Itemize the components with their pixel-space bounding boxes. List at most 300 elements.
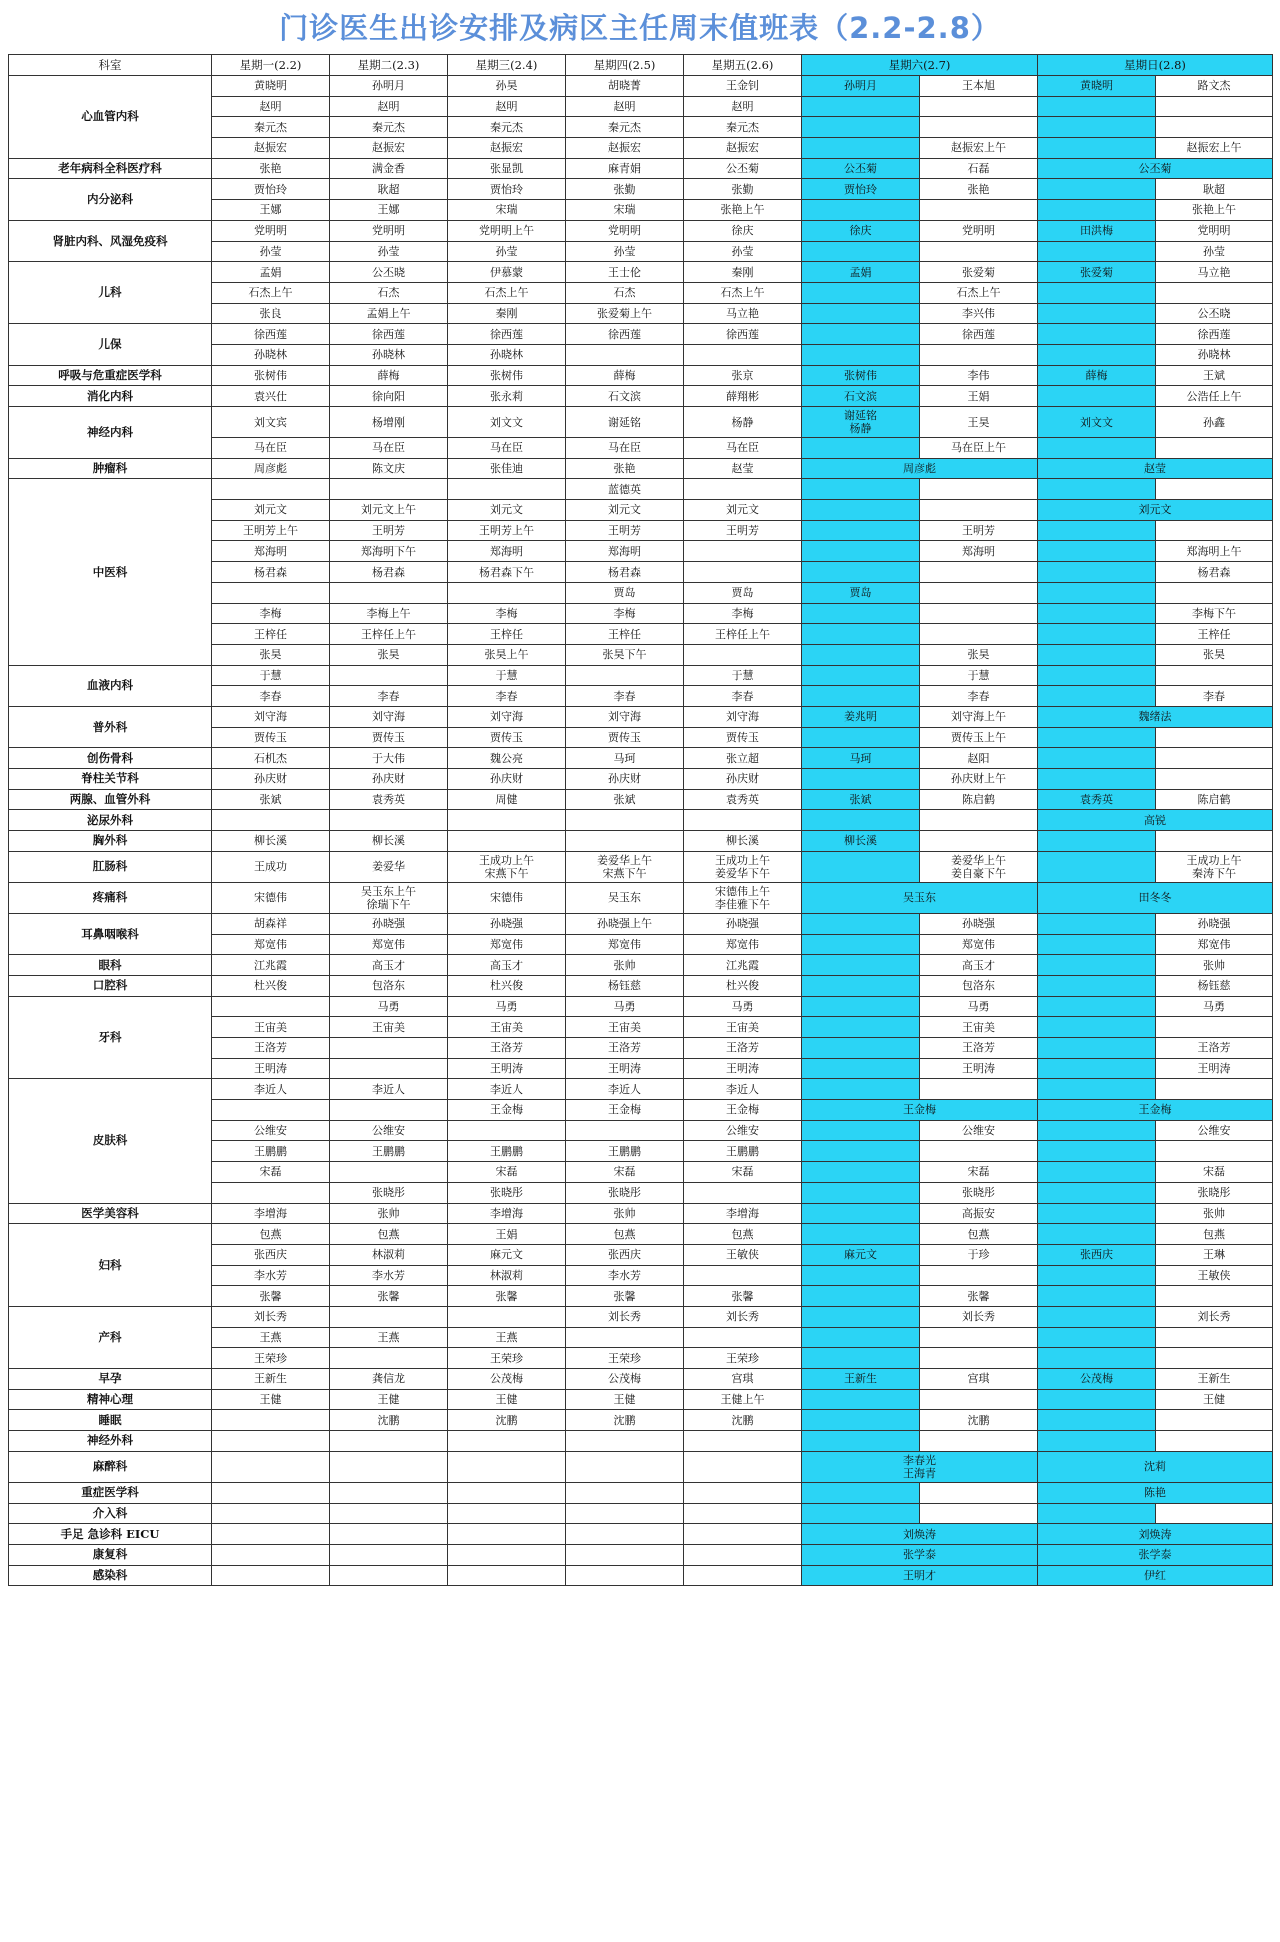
schedule-cell: 赵明 (684, 96, 802, 117)
schedule-cell: 沈鹏 (448, 1410, 566, 1431)
schedule-cell (802, 479, 920, 500)
schedule-cell: 王梓任 (566, 624, 684, 645)
schedule-cell: 田洪梅 (1038, 220, 1156, 241)
schedule-cell: 柳长溪 (212, 831, 330, 852)
schedule-cell: 张艳 (920, 179, 1038, 200)
table-row (9, 1431, 1273, 1452)
schedule-cell (1038, 913, 1156, 934)
schedule-cell: 王鹏鹏 (448, 1141, 566, 1162)
schedule-cell (1038, 686, 1156, 707)
schedule-cell (1038, 769, 1156, 790)
schedule-cell (1156, 665, 1273, 686)
department-name: 内分泌科 (9, 179, 212, 220)
schedule-cell (920, 1389, 1038, 1410)
schedule-cell (566, 1503, 684, 1524)
schedule-cell: 赵振宏上午 (920, 138, 1038, 159)
schedule-cell: 王洛芳 (448, 1038, 566, 1059)
schedule-cell (448, 1120, 566, 1141)
schedule-cell: 江兆霞 (684, 955, 802, 976)
department-name: 两腺、血管外科 (9, 789, 212, 810)
schedule-cell: 赵振宏 (212, 138, 330, 159)
schedule-cell (802, 1162, 920, 1183)
schedule-cell (1038, 1389, 1156, 1410)
schedule-cell: 王成功上午 秦涛下午 (1156, 851, 1273, 882)
schedule-cell (1038, 582, 1156, 603)
schedule-cell: 张帅 (566, 1203, 684, 1224)
schedule-cell: 马勇 (684, 996, 802, 1017)
schedule-cell (1156, 282, 1273, 303)
schedule-cell (802, 1120, 920, 1141)
department-name: 精神心理 (9, 1389, 212, 1410)
schedule-cell: 李梅上午 (330, 603, 448, 624)
schedule-cell: 贾传玉 (330, 727, 448, 748)
schedule-cell: 孙昊 (448, 76, 566, 97)
department-name: 普外科 (9, 706, 212, 747)
schedule-cell (1038, 1286, 1156, 1307)
schedule-cell (1156, 1348, 1273, 1369)
schedule-cell: 张爱菊上午 (566, 303, 684, 324)
schedule-cell: 王荣珍 (566, 1348, 684, 1369)
schedule-cell: 党明明 (212, 220, 330, 241)
schedule-cell: 周健 (448, 789, 566, 810)
schedule-cell (1038, 344, 1156, 365)
department-name: 麻醉科 (9, 1451, 212, 1482)
schedule-cell: 孙莹 (330, 241, 448, 262)
header-day: 星期日(2.8) (1038, 55, 1273, 76)
schedule-cell (1038, 1224, 1156, 1245)
schedule-cell: 公茂梅 (566, 1369, 684, 1390)
schedule-cell: 宋德伟 (448, 882, 566, 913)
schedule-cell (802, 975, 920, 996)
schedule-cell (802, 1017, 920, 1038)
schedule-cell: 孙晓强上午 (566, 913, 684, 934)
schedule-cell: 王梓任 (1156, 624, 1273, 645)
schedule-cell: 贾传玉 (566, 727, 684, 748)
schedule-cell (1038, 603, 1156, 624)
schedule-cell (566, 665, 684, 686)
schedule-cell (212, 582, 330, 603)
schedule-cell: 王荣珍 (684, 1348, 802, 1369)
schedule-cell (684, 1431, 802, 1452)
schedule-cell: 赵莹 (684, 458, 802, 479)
schedule-cell: 孙晓强 (920, 913, 1038, 934)
schedule-cell (1038, 1120, 1156, 1141)
schedule-cell: 杜兴俊 (448, 975, 566, 996)
schedule-cell: 孙庆财 (566, 769, 684, 790)
schedule-cell: 徐西莲 (212, 324, 330, 345)
schedule-cell: 王宙美 (684, 1017, 802, 1038)
schedule-cell: 赵振宏 (330, 138, 448, 159)
schedule-cell (920, 1503, 1038, 1524)
schedule-cell (212, 1544, 330, 1565)
schedule-cell: 刘元文上午 (330, 500, 448, 521)
schedule-cell: 柳长溪 (684, 831, 802, 852)
schedule-cell: 李增海 (212, 1203, 330, 1224)
schedule-cell: 郑海明上午 (1156, 541, 1273, 562)
schedule-cell (684, 644, 802, 665)
schedule-cell: 张树伟 (448, 365, 566, 386)
schedule-cell: 张学泰 (802, 1544, 1038, 1565)
schedule-cell: 张晓彤 (920, 1182, 1038, 1203)
schedule-cell: 公维安 (1156, 1120, 1273, 1141)
schedule-cell (802, 1182, 920, 1203)
schedule-cell: 吴玉东 (566, 882, 684, 913)
schedule-cell: 张西庆 (566, 1244, 684, 1265)
table-row (9, 882, 1273, 913)
schedule-cell: 徐西莲 (566, 324, 684, 345)
schedule-cell: 赵振宏上午 (1156, 138, 1273, 159)
table-row (9, 458, 1273, 479)
schedule-cell: 刘元文 (212, 500, 330, 521)
schedule-cell: 马勇 (1156, 996, 1273, 1017)
schedule-cell: 刘长秀 (920, 1306, 1038, 1327)
schedule-cell (1156, 582, 1273, 603)
schedule-cell: 张永莉 (448, 386, 566, 407)
schedule-cell: 包燕 (566, 1224, 684, 1245)
schedule-cell: 马在臣 (566, 438, 684, 459)
schedule-cell (802, 282, 920, 303)
schedule-cell: 王敏侠 (684, 1244, 802, 1265)
schedule-cell: 王健上午 (684, 1389, 802, 1410)
schedule-cell (802, 686, 920, 707)
department-name: 神经内科 (9, 407, 212, 459)
schedule-cell: 于慧 (212, 665, 330, 686)
department-name: 神经外科 (9, 1431, 212, 1452)
header-dept: 科室 (9, 55, 212, 76)
schedule-cell: 刘元文 (566, 500, 684, 521)
department-name: 眼科 (9, 955, 212, 976)
schedule-cell: 李近人 (684, 1079, 802, 1100)
schedule-cell (802, 1203, 920, 1224)
schedule-cell (802, 644, 920, 665)
schedule-cell: 赵明 (448, 96, 566, 117)
schedule-cell: 贾传玉 (448, 727, 566, 748)
table-row (9, 1565, 1273, 1586)
schedule-cell (920, 500, 1038, 521)
table-row (9, 789, 1273, 810)
schedule-cell: 姜爱华上午 姜自豪下午 (920, 851, 1038, 882)
schedule-cell: 公丕菊 (802, 158, 920, 179)
schedule-cell: 宋磊 (920, 1162, 1038, 1183)
schedule-cell: 王洛芳 (920, 1038, 1038, 1059)
schedule-cell (1156, 117, 1273, 138)
schedule-cell: 王成功上午 姜爱华下午 (684, 851, 802, 882)
schedule-cell: 沈鹏 (330, 1410, 448, 1431)
schedule-cell: 贾怡玲 (802, 179, 920, 200)
schedule-cell: 李兴伟 (920, 303, 1038, 324)
schedule-cell: 吴玉东上午 徐瑞下午 (330, 882, 448, 913)
table-row (9, 769, 1273, 790)
schedule-cell (920, 117, 1038, 138)
schedule-cell: 王明芳上午 (212, 520, 330, 541)
schedule-cell: 宫琪 (920, 1369, 1038, 1390)
schedule-cell: 石杰上午 (212, 282, 330, 303)
table-row (9, 1544, 1273, 1565)
schedule-cell (330, 1100, 448, 1121)
schedule-cell: 于慧 (920, 665, 1038, 686)
schedule-cell: 李梅下午 (1156, 603, 1273, 624)
schedule-cell: 孙莹 (212, 241, 330, 262)
schedule-cell: 张昊 (1156, 644, 1273, 665)
schedule-cell (802, 1482, 920, 1503)
schedule-cell: 孙莹 (684, 241, 802, 262)
schedule-cell: 贾岛 (684, 582, 802, 603)
department-name: 消化内科 (9, 386, 212, 407)
schedule-cell (802, 624, 920, 645)
schedule-cell: 徐西莲 (448, 324, 566, 345)
schedule-cell: 王明涛 (448, 1058, 566, 1079)
table-row (9, 851, 1273, 882)
schedule-cell (802, 344, 920, 365)
schedule-cell: 刘文文 (448, 407, 566, 438)
schedule-cell (1156, 769, 1273, 790)
schedule-cell (212, 1451, 330, 1482)
schedule-cell (1156, 96, 1273, 117)
schedule-cell (212, 810, 330, 831)
schedule-cell (566, 1544, 684, 1565)
schedule-cell: 王明涛 (920, 1058, 1038, 1079)
schedule-cell: 陈启鹤 (920, 789, 1038, 810)
schedule-cell: 薛梅 (1038, 365, 1156, 386)
schedule-cell (566, 1451, 684, 1482)
schedule-cell: 王洛芳 (212, 1038, 330, 1059)
schedule-cell (920, 241, 1038, 262)
schedule-cell: 徐庆 (802, 220, 920, 241)
schedule-cell (920, 1079, 1038, 1100)
schedule-cell: 王宙美 (920, 1017, 1038, 1038)
schedule-cell (684, 1544, 802, 1565)
schedule-cell: 张艳 (212, 158, 330, 179)
schedule-cell (1038, 996, 1156, 1017)
schedule-cell: 郑宽伟 (330, 934, 448, 955)
header-day: 星期一(2.2) (212, 55, 330, 76)
schedule-cell: 刘元文 (684, 500, 802, 521)
schedule-cell: 孙明月 (330, 76, 448, 97)
schedule-cell: 王燕 (330, 1327, 448, 1348)
schedule-cell: 宋磊 (1156, 1162, 1273, 1183)
schedule-cell: 张馨 (212, 1286, 330, 1307)
schedule-cell: 孙莹 (566, 241, 684, 262)
schedule-cell: 马在臣 (212, 438, 330, 459)
schedule-cell: 王洛芳 (684, 1038, 802, 1059)
schedule-cell (448, 1524, 566, 1545)
schedule-cell (1156, 1286, 1273, 1307)
schedule-cell: 杨君森 (566, 562, 684, 583)
schedule-cell: 于慧 (684, 665, 802, 686)
table-row (9, 1306, 1273, 1327)
schedule-cell: 王明才 (802, 1565, 1038, 1586)
schedule-cell: 袁兴仕 (212, 386, 330, 407)
schedule-cell: 刘长秀 (566, 1306, 684, 1327)
schedule-cell: 宫琪 (684, 1369, 802, 1390)
schedule-cell: 秦元杰 (448, 117, 566, 138)
schedule-cell (802, 769, 920, 790)
schedule-cell (1038, 1162, 1156, 1183)
schedule-cell: 王宙美 (212, 1017, 330, 1038)
schedule-cell: 张艳上午 (1156, 200, 1273, 221)
schedule-cell: 石杰上午 (684, 282, 802, 303)
schedule-cell: 孙晓林 (1156, 344, 1273, 365)
schedule-cell: 郑宽伟 (448, 934, 566, 955)
schedule-cell (920, 624, 1038, 645)
schedule-cell: 王宙美 (448, 1017, 566, 1038)
schedule-cell: 谢延铭 (566, 407, 684, 438)
schedule-cell: 张帅 (330, 1203, 448, 1224)
schedule-cell (802, 541, 920, 562)
schedule-cell: 袁秀英 (684, 789, 802, 810)
schedule-cell (448, 1544, 566, 1565)
schedule-cell (802, 1348, 920, 1369)
schedule-cell: 马勇 (330, 996, 448, 1017)
table-row (9, 365, 1273, 386)
schedule-cell (1156, 1141, 1273, 1162)
schedule-cell: 李春 (212, 686, 330, 707)
schedule-cell: 王斌 (1156, 365, 1273, 386)
schedule-cell (920, 344, 1038, 365)
schedule-cell: 林淑莉 (448, 1265, 566, 1286)
schedule-cell (1038, 303, 1156, 324)
schedule-cell (802, 303, 920, 324)
schedule-cell: 孙莹 (1156, 241, 1273, 262)
schedule-cell: 谢延铭 杨静 (802, 407, 920, 438)
schedule-cell (448, 810, 566, 831)
schedule-cell: 刘守海 (448, 706, 566, 727)
schedule-cell (1156, 1079, 1273, 1100)
schedule-cell: 王鹏鹏 (330, 1141, 448, 1162)
schedule-cell: 张晓彤 (448, 1182, 566, 1203)
schedule-cell (330, 1451, 448, 1482)
schedule-cell: 周彦彪 (212, 458, 330, 479)
schedule-cell (1156, 1327, 1273, 1348)
schedule-cell: 李春 (448, 686, 566, 707)
schedule-cell: 李水芳 (566, 1265, 684, 1286)
schedule-cell: 林淑莉 (330, 1244, 448, 1265)
schedule-cell: 刘元文 (448, 500, 566, 521)
schedule-cell: 王明涛 (684, 1058, 802, 1079)
schedule-cell: 贾传玉 (684, 727, 802, 748)
schedule-cell: 郑海明 (448, 541, 566, 562)
schedule-cell: 王洛芳 (566, 1038, 684, 1059)
schedule-cell: 赵莹 (1038, 458, 1273, 479)
page-title: 门诊医生出诊安排及病区主任周末值班表（2.2-2.8） (279, 11, 1001, 45)
schedule-cell: 石杰 (566, 282, 684, 303)
schedule-cell: 王健 (566, 1389, 684, 1410)
schedule-cell (566, 1565, 684, 1586)
schedule-cell: 沈莉 (1038, 1451, 1273, 1482)
schedule-cell (212, 479, 330, 500)
table-row (9, 748, 1273, 769)
table-row (9, 1503, 1273, 1524)
schedule-cell (802, 1079, 920, 1100)
schedule-cell: 秦元杰 (566, 117, 684, 138)
schedule-cell: 张勤 (684, 179, 802, 200)
department-name: 呼吸与危重症医学科 (9, 365, 212, 386)
schedule-cell: 王鹏鹏 (212, 1141, 330, 1162)
schedule-cell (920, 1265, 1038, 1286)
schedule-cell: 王梓任 (448, 624, 566, 645)
schedule-cell: 伊红 (1038, 1565, 1273, 1586)
schedule-cell: 刘焕涛 (1038, 1524, 1273, 1545)
schedule-cell: 刘长秀 (684, 1306, 802, 1327)
schedule-cell: 张帅 (1156, 1203, 1273, 1224)
schedule-cell (684, 562, 802, 583)
schedule-cell: 徐庆 (684, 220, 802, 241)
schedule-cell: 宋磊 (566, 1162, 684, 1183)
schedule-cell (1038, 562, 1156, 583)
schedule-cell: 宋德伟上午 李佳雅下午 (684, 882, 802, 913)
schedule-cell (330, 1544, 448, 1565)
schedule-cell: 李增海 (684, 1203, 802, 1224)
schedule-cell: 魏绪法 (1038, 706, 1273, 727)
schedule-cell (330, 479, 448, 500)
schedule-cell (802, 1141, 920, 1162)
schedule-cell (1038, 1410, 1156, 1431)
table-row (9, 220, 1273, 241)
schedule-cell: 赵振宏 (566, 138, 684, 159)
schedule-cell (566, 810, 684, 831)
table-row (9, 975, 1273, 996)
schedule-cell (448, 582, 566, 603)
schedule-cell (920, 1327, 1038, 1348)
schedule-cell (1038, 624, 1156, 645)
schedule-cell: 张良 (212, 303, 330, 324)
schedule-cell (802, 955, 920, 976)
schedule-cell: 薛梅 (330, 365, 448, 386)
schedule-cell: 王明芳 (566, 520, 684, 541)
schedule-cell (1038, 386, 1156, 407)
schedule-cell: 张树伟 (802, 365, 920, 386)
schedule-cell: 刘守海 (566, 706, 684, 727)
schedule-cell: 张晓彤 (566, 1182, 684, 1203)
schedule-cell (212, 1524, 330, 1545)
department-name: 康复科 (9, 1544, 212, 1565)
schedule-cell: 高振安 (920, 1203, 1038, 1224)
schedule-cell: 张斌 (802, 789, 920, 810)
schedule-cell (684, 1451, 802, 1482)
schedule-cell: 张晓彤 (330, 1182, 448, 1203)
department-name: 重症医学科 (9, 1482, 212, 1503)
header-day: 星期五(2.6) (684, 55, 802, 76)
schedule-cell: 姜兆明 (802, 706, 920, 727)
schedule-cell: 宋瑞 (448, 200, 566, 221)
schedule-cell: 张帅 (1156, 955, 1273, 976)
schedule-cell (330, 1482, 448, 1503)
schedule-cell: 张京 (684, 365, 802, 386)
table-row (9, 1079, 1273, 1100)
schedule-cell: 沈鹏 (920, 1410, 1038, 1431)
schedule-cell (802, 438, 920, 459)
schedule-cell: 胡晓菁 (566, 76, 684, 97)
schedule-cell: 袁秀英 (330, 789, 448, 810)
schedule-cell: 公茂梅 (448, 1369, 566, 1390)
schedule-cell: 公丕晓 (1156, 303, 1273, 324)
schedule-cell (330, 665, 448, 686)
schedule-cell (212, 1100, 330, 1121)
schedule-cell (212, 1431, 330, 1452)
schedule-cell: 张艳上午 (684, 200, 802, 221)
schedule-cell: 宋磊 (684, 1162, 802, 1183)
table-row (9, 996, 1273, 1017)
schedule-cell (448, 1306, 566, 1327)
schedule-cell: 王洛芳 (1156, 1038, 1273, 1059)
department-name: 医学美容科 (9, 1203, 212, 1224)
schedule-cell (1038, 1265, 1156, 1286)
schedule-cell: 杨君森 (330, 562, 448, 583)
schedule-cell: 王成功上午 宋燕下午 (448, 851, 566, 882)
schedule-cell: 包燕 (212, 1224, 330, 1245)
schedule-cell: 张昊 (920, 644, 1038, 665)
schedule-cell: 刘守海上午 (920, 706, 1038, 727)
